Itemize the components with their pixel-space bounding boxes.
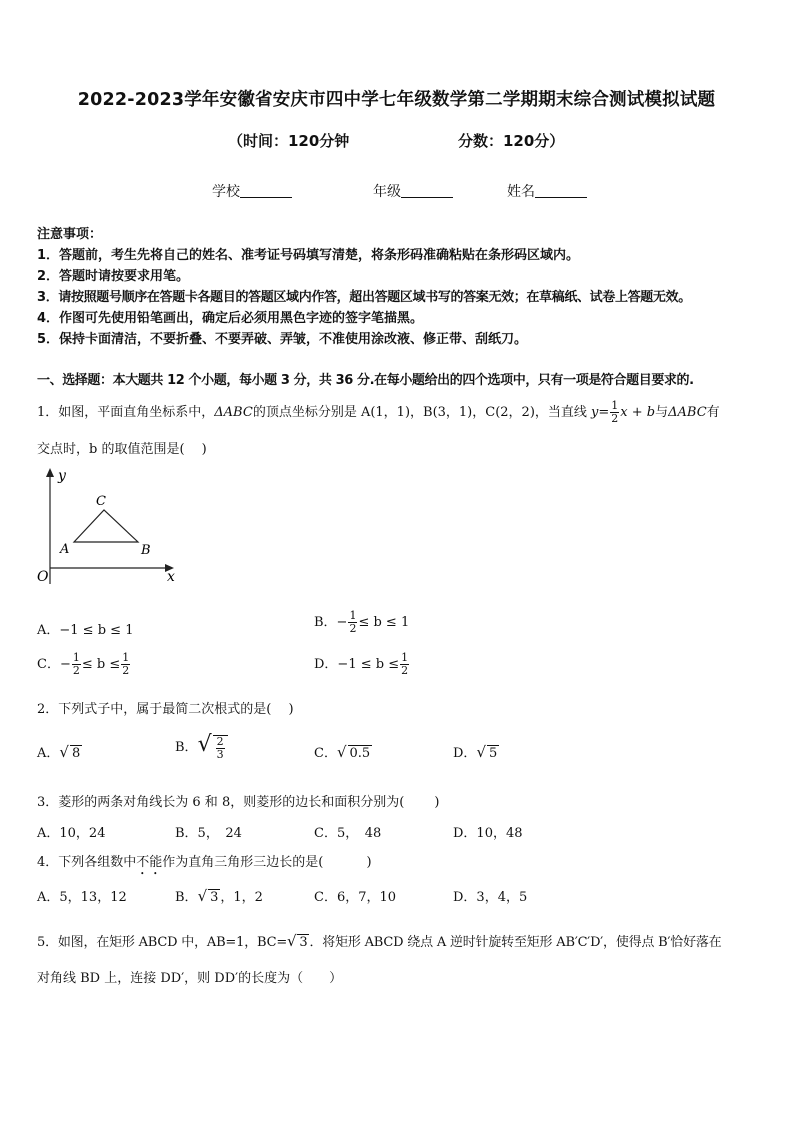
note-item: 1．答题前，考生先将自己的姓名、准考证号码填写清楚，将条形码准确粘贴在条形码区域内。 (37, 248, 580, 263)
q4-option-c: C．6，7，10 (314, 890, 397, 905)
name-blank (535, 183, 587, 198)
point-b-label: B (141, 543, 151, 558)
q1-text-1: 1．如图，平面直角坐标系中， (37, 405, 215, 420)
triangle-abc (74, 510, 138, 542)
q1-text-3: 与 (655, 405, 669, 420)
school-blank (240, 183, 292, 198)
page-title: 2022-2023学年安徽省安庆市四中学七年级数学第二学期期末综合测试模拟试题 (77, 90, 716, 110)
school-field (212, 181, 292, 201)
question-1-stem (37, 400, 720, 425)
notes-heading: 注意事项： (37, 227, 103, 242)
q1-text-2: 的顶点坐标分别是 A(1，1)，B(3，1)，C(2，2)，当直线 (252, 405, 587, 420)
question-4-stem: 4．下列各组数中不能作为直角三角形三边长的是( ) (37, 855, 372, 870)
q3-option-c: C．5， 48 (314, 826, 382, 841)
q1-option-c: C．− $\frac{1}{2}$ ≤ b ≤ $\frac{1}{2}$ (37, 651, 130, 677)
coordinate-figure (34, 462, 184, 587)
question-1-line2: 交点时，b 的取值范围是( ) (37, 442, 207, 457)
q3-option-d: D．10，48 (453, 826, 523, 841)
q4-option-b: B．√ 3 ，1，2 (175, 887, 263, 905)
exam-time: （时间：120分钟 (228, 132, 350, 150)
note-item: 4．作图可先使用铅笔画出，确定后必须用黑色字迹的签字笔描黑。 (37, 311, 424, 326)
q1-text-4: 有 (706, 405, 720, 420)
question-5-stem: 5．如图，在矩形 ABCD 中，AB=1，BC=√ 3 ．将矩形 ABCD 绕点 A 逆时针旋转至矩形 AB′C′D′，使得点 B′恰好落在 (37, 932, 722, 950)
q1-triangle-2: ΔABC (668, 405, 707, 420)
note-item: 5．保持卡面清洁，不要折叠、不要弄破、弄皱，不准使用涂改液、修正带、刮纸刀。 (37, 332, 528, 347)
q4-emphasis: 不能 (136, 855, 163, 870)
question-2-stem: 2．下列式子中，属于最简二次根式的是( ) (37, 702, 294, 717)
grade-blank (401, 183, 453, 198)
name-field (507, 181, 587, 201)
q4-option-a: A．5，13，12 (37, 890, 127, 905)
q2-option-c: C．√ 0.5 (314, 743, 371, 761)
name-label: 姓名 (507, 184, 535, 200)
q2-option-b: B．√ $\frac{2}{3}$ (175, 732, 228, 761)
q1-half: $\frac{1}{2}$ (611, 399, 619, 425)
y-axis-arrow (46, 468, 54, 477)
question-3-stem: 3．菱形的两条对角线长为 6 和 8，则菱形的边长和面积分别为( ) (37, 795, 440, 810)
question-5-line2: 对角线 BD 上，连接 DD′，则 DD′的长度为（ ） (37, 971, 343, 986)
x-axis-label: x (167, 569, 175, 585)
grade-label: 年级 (373, 184, 401, 200)
q1-xb: x + b (620, 405, 656, 420)
q3-option-a: A．10，24 (37, 826, 106, 841)
q1-option-b: B．− $\frac{1}{2}$ ≤ b ≤ 1 (314, 609, 410, 635)
q1-triangle: ΔABC (214, 405, 253, 420)
point-c-label: C (96, 494, 106, 509)
q2-option-a: A．√ 8 (37, 743, 81, 761)
q1-option-a: A．−1 ≤ b ≤ 1 (37, 623, 134, 638)
q1-eq: = (598, 405, 610, 420)
section-heading: 一、选择题：本大题共 12 个小题，每小题 3 分，共 36 分.在每小题给出的四个选项中，只有一项是符合题目要求的. (37, 373, 694, 388)
school-label: 学校 (212, 184, 240, 200)
q2-option-d: D．√ 5 (453, 743, 498, 761)
origin-label: O (37, 569, 49, 585)
q4-option-d: D．3，4，5 (453, 890, 528, 905)
q1-y: y (591, 405, 599, 420)
q3-option-b: B．5， 24 (175, 826, 242, 841)
note-item: 2．答题时请按要求用笔。 (37, 269, 190, 284)
q1-option-d: D．−1 ≤ b ≤ $\frac{1}{2}$ (314, 651, 409, 677)
exam-score: 分数：120分） (458, 132, 565, 150)
point-a-label: A (60, 542, 70, 557)
grade-field (373, 181, 453, 201)
y-axis-label: y (58, 468, 66, 484)
note-item: 3．请按照题号顺序在答题卡各题目的答题区域内作答，超出答题区域书写的答案无效；在草稿纸、试卷上答题无效。 (37, 290, 691, 305)
